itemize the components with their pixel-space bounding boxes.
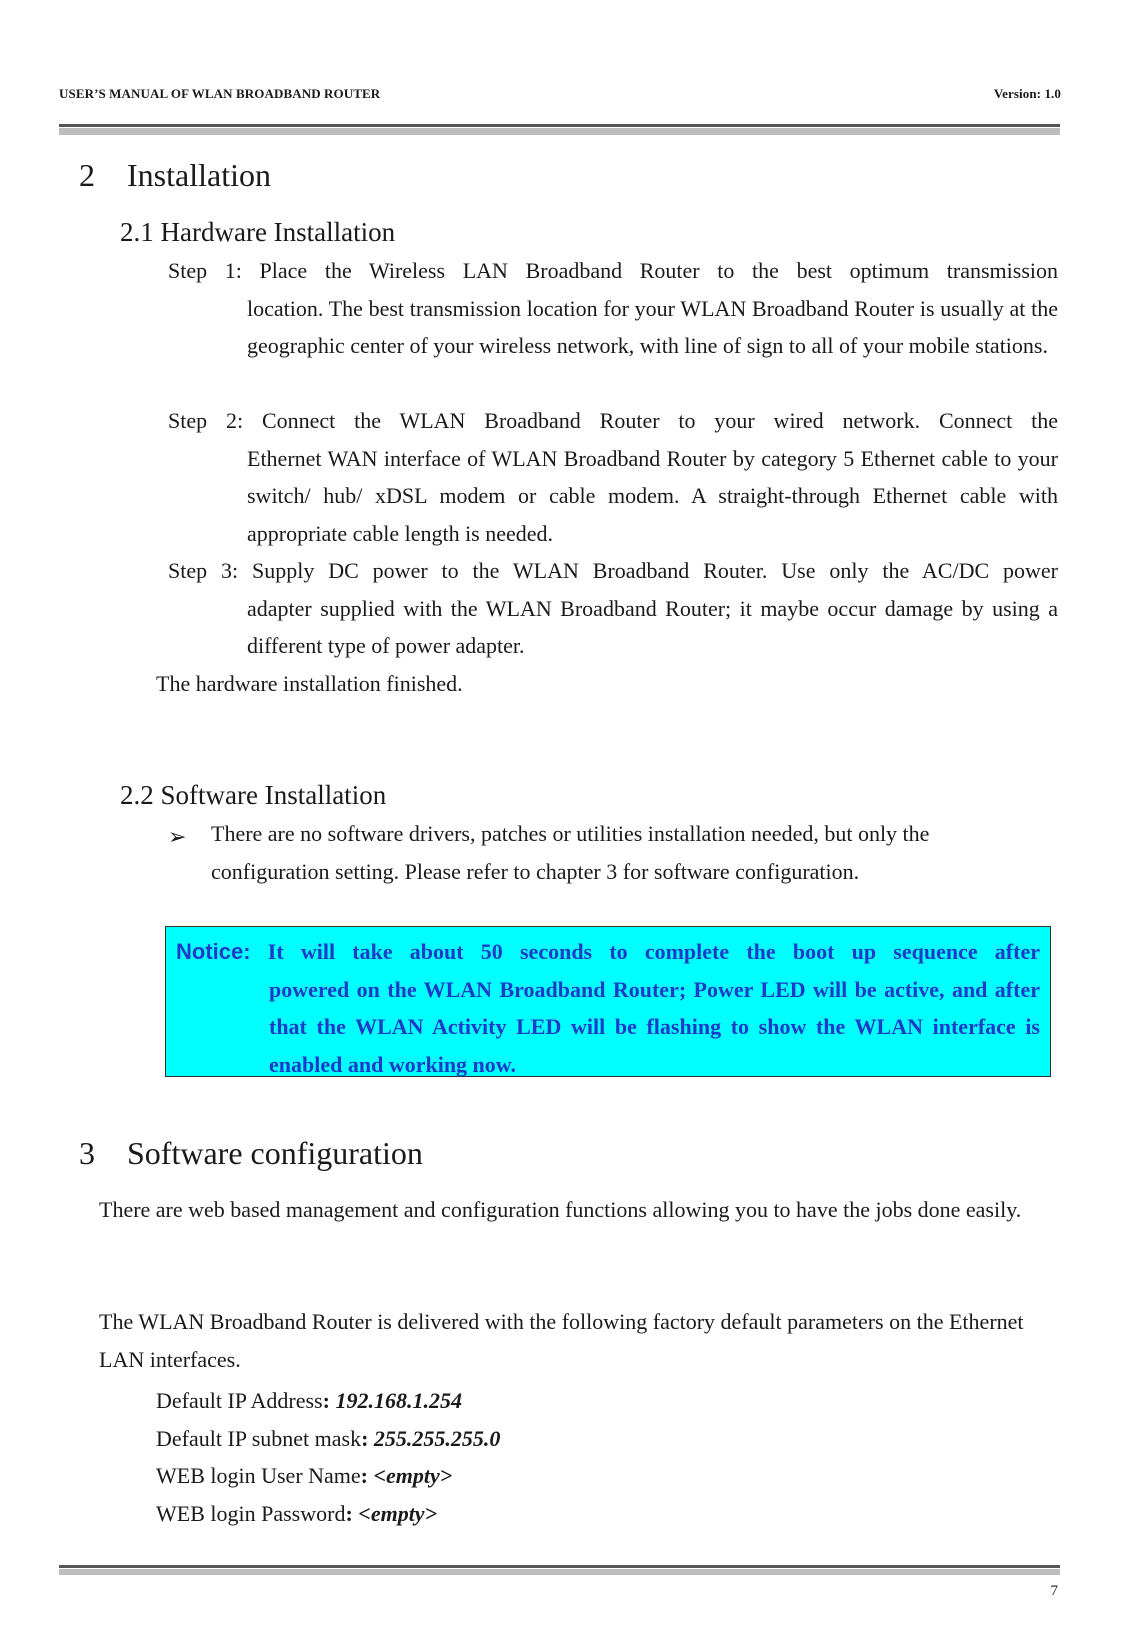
- notice-text: [176, 933, 1040, 1083]
- param-subnet-mask: Default IP subnet mask: 255.255.255.0: [156, 1426, 501, 1451]
- step-2-continuation: Ethernet WAN interface of WLAN Broadband Router by category 5 Ethernet cable to your switch/ hub/ xDSL modem or cable modem. A straight-through Ethernet cable with appropriate cable length is needed.: [247, 445, 1058, 546]
- running-header-title: USER’S MANUAL OF WLAN BROADBAND ROUTER: [59, 86, 381, 101]
- param-label: WEB login Password: [156, 1501, 346, 1526]
- param-value: 255.255.255.0: [373, 1426, 501, 1451]
- param-default-ip: Default IP Address: 192.168.1.254: [156, 1388, 462, 1413]
- param-label: WEB login User Name: [156, 1463, 361, 1488]
- notice-first-line: [176, 933, 1040, 971]
- section-3-title: Software configuration: [127, 1135, 423, 1171]
- section-3-paragraph-1: There are web based management and configuration functions allowing you to have the jobs done easily.: [99, 1197, 1022, 1222]
- footer-rule-dark: [59, 1565, 1060, 1568]
- software-bullet-text: There are no software drivers, patches or utilities installation needed, but only the configuration setting. Please refer to chapter 3 for software configuration.: [211, 821, 930, 884]
- param-web-password: WEB login Password: <empty>: [156, 1501, 438, 1526]
- notice-box: [165, 926, 1051, 1077]
- version-label: Version: 1.0: [993, 86, 1061, 101]
- step-3-continuation: adapter supplied with the WLAN Broadband Router; it maybe occur damage by using a different type of power adapter.: [247, 595, 1058, 658]
- section-3-number: 3: [79, 1135, 95, 1171]
- param-value: <empty>: [358, 1501, 438, 1526]
- step-1-first-line: Step 1: Place the Wireless LAN Broadband Router to the best optimum transmission: [168, 258, 1058, 283]
- step-2-first-line: Step 2: Connect the WLAN Broadband Router to your wired network. Connect the: [168, 408, 1058, 433]
- header-rule-light: [59, 128, 1060, 135]
- notice-continuation: powered on the WLAN Broadband Router; Power LED will be active, and after that the WLAN Activity LED will be flashing to show the WLAN interface is enabled and working now.: [269, 976, 1040, 1077]
- param-label: Default IP subnet mask: [156, 1426, 362, 1451]
- step-1-continuation: location. The best transmission location for your WLAN Broadband Router is usually at the geographic center of your wireless network, with line of sign to all of your mobile stations.: [247, 295, 1058, 358]
- hardware-finished-text: The hardware installation finished.: [156, 671, 463, 696]
- section-2-title: Installation: [127, 157, 271, 193]
- section-3-heading: [79, 1135, 423, 1172]
- section-2-number: 2: [79, 157, 95, 193]
- param-value: 192.168.1.254: [335, 1388, 462, 1413]
- header-rule-dark: [59, 124, 1060, 127]
- param-web-user-name: WEB login User Name: <empty>: [156, 1463, 453, 1488]
- hardware-installation-heading: 2.1 Hardware Installation: [120, 217, 396, 247]
- param-label: Default IP Address: [156, 1388, 323, 1413]
- section-3-paragraph-2: The WLAN Broadband Router is delivered with the following factory default parameters on the Ethernet LAN interfaces.: [99, 1309, 1024, 1372]
- notice-label: Notice:: [176, 939, 251, 964]
- step-1: [168, 252, 1058, 365]
- footer-rule-light: [59, 1569, 1060, 1575]
- param-value: <empty>: [373, 1463, 453, 1488]
- bullet-arrow-icon: ➢: [168, 824, 187, 849]
- notice-first-text: It will take about 50 seconds to complete the boot up sequence after: [267, 939, 1040, 964]
- step-3: [168, 552, 1058, 665]
- software-installation-heading: 2.2 Software Installation: [120, 780, 387, 810]
- step-2: [168, 402, 1058, 552]
- section-2-heading: [79, 157, 271, 194]
- step-3-first-line: Step 3: Supply DC power to the WLAN Broadband Router. Use only the AC/DC power: [168, 558, 1058, 583]
- page-number: 7: [1050, 1583, 1058, 1599]
